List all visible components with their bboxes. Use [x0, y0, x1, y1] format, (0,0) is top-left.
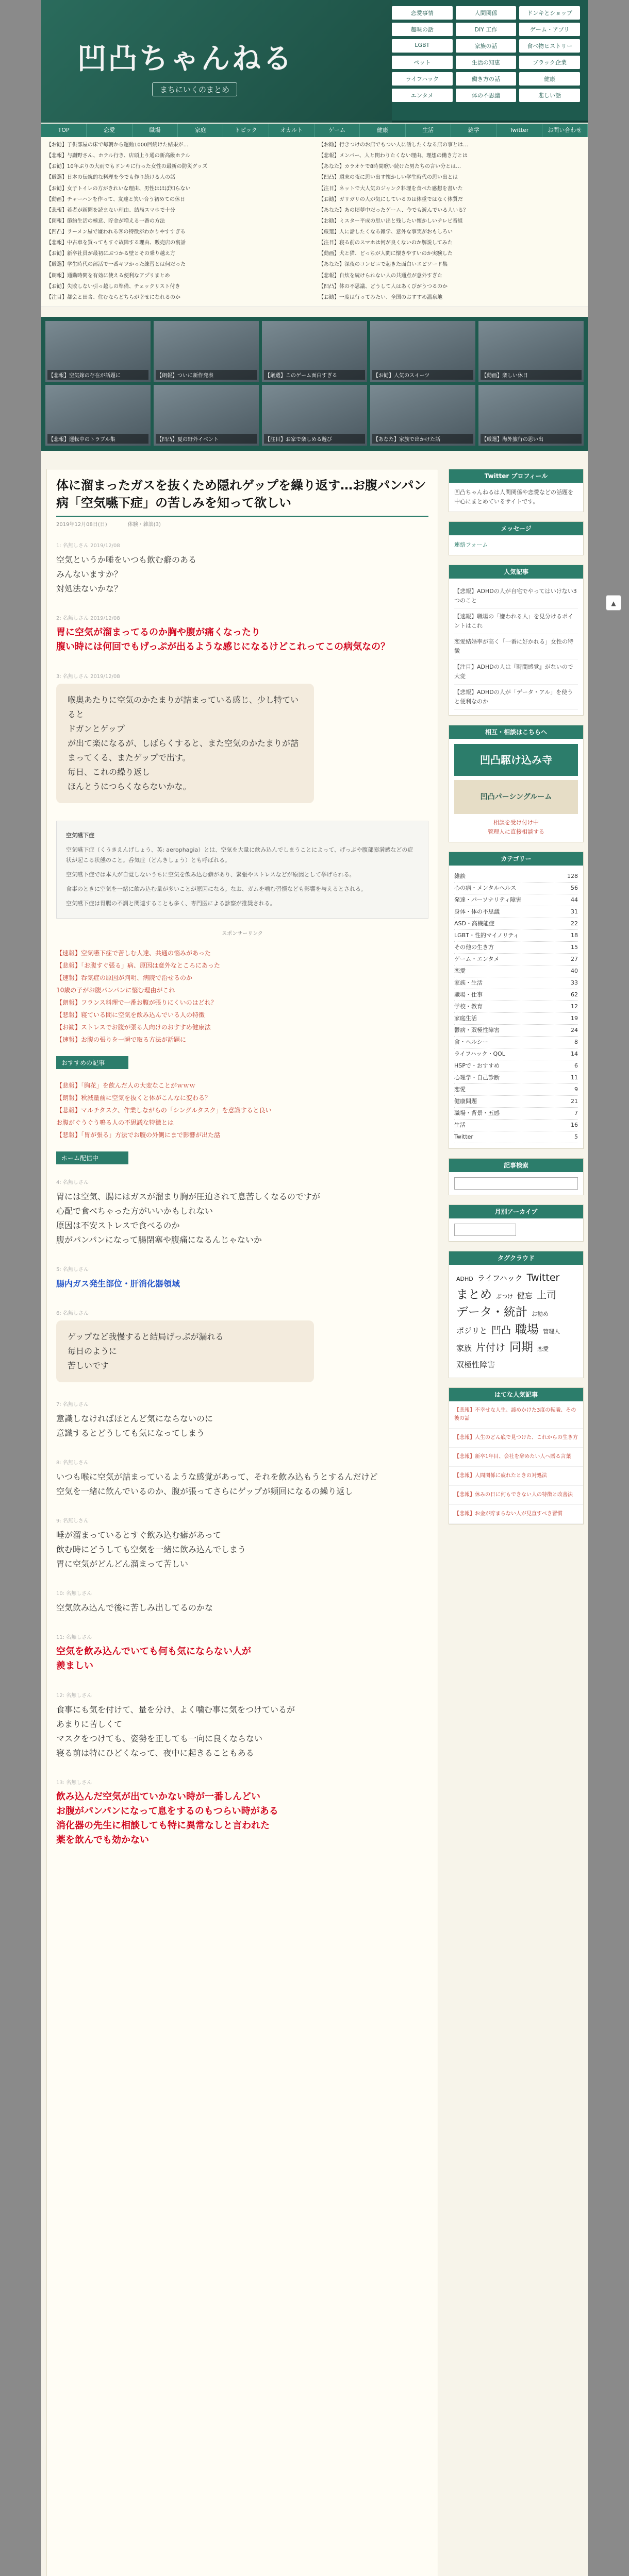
category-name: ASD・高機能症	[454, 920, 494, 927]
response-header: 2: 名無しさん 2019/12/08	[56, 616, 120, 621]
headline-link[interactable]: 【あなた】深夜のコンビニで起きた面白いエピソード集	[319, 262, 448, 268]
category-item[interactable]	[454, 1120, 578, 1131]
hatena-item[interactable]: 【悲報】不幸せな人生、諦めかけた3度の転職、その後の話	[449, 1401, 583, 1429]
category-item[interactable]	[454, 906, 578, 918]
contact-link[interactable]: 連絡フォーム	[454, 541, 488, 548]
headline-link[interactable]: 【凹凸】週末の夜に思い出す懐かしい学生時代の思い出とは	[319, 175, 458, 181]
headline-link[interactable]: 【朗報】通勤時間を有効に使える便利なアプリまとめ	[46, 273, 170, 279]
hatena-widget	[449, 1387, 584, 1524]
tag-link[interactable]: 職場	[515, 1323, 539, 1336]
tag-link[interactable]: ADHD	[456, 1276, 473, 1282]
related-link[interactable]: 【朗報】フランス料理で一番お腹が張りにくいのはどれ？	[56, 999, 217, 1006]
related-link[interactable]: 【悲報】「お腹すぐ張る」病、原因は意外なところにあった	[56, 962, 220, 969]
quote-paragraph: 空気嚥下症は胃腸の不調と関連することも多く、専門医による診察が推奨される。	[66, 900, 276, 907]
feature-thumbnail[interactable]	[478, 321, 584, 382]
headline-link[interactable]: 【お勧】失敗しない引っ越しの準備、チェックリスト付き	[46, 283, 180, 290]
response-body: 意識しなければほとんど気にならないのに 意識するとどうしても気になってしまう	[56, 1414, 213, 1438]
category-count: 40	[571, 968, 578, 974]
category-item[interactable]	[454, 883, 578, 894]
category-list	[449, 866, 583, 1148]
category-name: ゲーム・エンタメ	[454, 956, 500, 962]
recommend-link[interactable]: 【悲報】「胸花」を飲んだ人の大変なことがｗｗｗ	[56, 1082, 196, 1089]
page-wrapper	[41, 0, 588, 2576]
response-header: 13: 名無しさん	[56, 1780, 92, 1786]
response-header: 4: 名無しさん	[56, 1180, 89, 1185]
recommend-link[interactable]: 【朗報】秋減量前に空気を抜くと体がこんなに変わる？	[56, 1094, 211, 1101]
widget-title: タグクラウド	[449, 1251, 583, 1265]
headline-link[interactable]: 【朗報】節約生活の極意、貯金が増える一番の方法	[46, 218, 165, 224]
category-name: 職場・背景・五感	[454, 1110, 500, 1116]
headline-link[interactable]: 【動画】犬と猫、どっちが人間に懐きやすいのか実験した	[319, 251, 453, 257]
category-count: 18	[571, 932, 578, 939]
top-nav-link[interactable]: DIY 工作	[456, 23, 517, 36]
headline-link[interactable]: 【お勧】一度は行ってみたい、全国のおすすめ温泉地	[319, 294, 443, 300]
top-nav-link[interactable]: ドンキとショップ	[519, 6, 580, 20]
headline-link[interactable]: 【お勧】子供部屋の床で毎朝から運動1000回続けた結果が…	[46, 142, 189, 148]
sidebar	[449, 469, 584, 2576]
feature-thumbnail[interactable]	[154, 385, 259, 446]
top-nav-link[interactable]: 体の不思議	[456, 89, 517, 102]
category-name: 職場・仕事	[454, 991, 483, 998]
headline-link[interactable]: 【悲報】与謝野さん、ホテル行き、店頭上り通の新高級ホテル	[46, 153, 191, 159]
category-item[interactable]	[454, 871, 578, 883]
headline-link[interactable]: 【悲報】メンバー、人と関わりたくない理由、理想の働き方とは	[319, 153, 468, 159]
article-main	[46, 469, 438, 2576]
thread-response	[56, 672, 428, 803]
widget-title: メッセージ	[449, 522, 583, 535]
widget-title: Twitter プロフィール	[449, 469, 583, 483]
menu-item[interactable]: 家庭	[178, 124, 223, 137]
category-count: 6	[574, 1062, 578, 1069]
widget-title: 相互・相談はこちらへ	[449, 725, 583, 739]
ranking-item[interactable]: 【悲報】ADHDの人が「データ・アル」を使うと便利なのか	[454, 685, 578, 710]
response-header: 9: 名無しさん	[56, 1518, 89, 1524]
category-name: その他の生き方	[454, 944, 494, 951]
headline-ticker	[41, 137, 588, 307]
quote-paragraph: 空気嚥下症（くうきえんげしょう、英: aerophagia）とは、空気を大量に飲み込んでしまうことによって、げっぷや腹部膨満感などの症状が起こる状態のこと。呑気症（どんきしょう）とも呼ばれる。	[66, 846, 413, 863]
category-item[interactable]	[454, 1048, 578, 1060]
category-item[interactable]	[454, 1013, 578, 1025]
category-item[interactable]	[454, 1131, 578, 1143]
feature-caption: 【朗報】ついに新作発表	[156, 370, 257, 380]
headline-link[interactable]: 【厳選】人に話したくなる雑学、意外な事実がおもしろい	[319, 229, 453, 235]
recommend-link[interactable]: お腹がぐうぐう鳴る人の不思議な特徴とは	[56, 1119, 174, 1126]
thread-response	[56, 541, 428, 596]
ranking-list	[449, 579, 583, 715]
category-count: 31	[571, 908, 578, 915]
headline-link[interactable]: 【注目】都会と田舎、住むならどちらが幸せになれるのか	[46, 294, 180, 300]
related-link[interactable]: 【お勧】ストレスでお腹が張る人向けのおすすめ健康法	[56, 1024, 211, 1031]
menu-item[interactable]: Twitter	[496, 124, 542, 137]
headline-link[interactable]: 【お勧】新卒社員が最初にぶつかる壁とその乗り越え方	[46, 251, 175, 257]
category-name: 身体・体の不思議	[454, 908, 500, 915]
response-header: 10: 名無しさん	[56, 1591, 92, 1597]
banner-body	[449, 739, 583, 842]
tag-link[interactable]: お勧め	[532, 1311, 549, 1317]
response-header: 7: 名無しさん	[56, 1402, 89, 1408]
menu-item[interactable]: TOP	[41, 124, 87, 137]
thread-response	[56, 1400, 428, 1440]
article-title: 体に溜まったガスを抜くため隠れゲップを繰り返す…お腹パンパン病「空気嚥下症」の苦しみを知って欲しい	[56, 477, 428, 517]
headline-link[interactable]: 【あなた】カラオケで8時間歌い続けた男たちの言い分とは…	[319, 164, 461, 170]
tag-link[interactable]: 健忘	[517, 1291, 533, 1300]
feature-thumbnail[interactable]	[45, 321, 151, 382]
menu-item[interactable]: 職場	[133, 124, 178, 137]
headline-link[interactable]: 【お勧】ガリガリの人が気にしているのは体重ではなく体質だ	[319, 196, 463, 202]
response-header: 8: 名無しさん	[56, 1460, 89, 1466]
quote-title: 空気嚥下症	[66, 832, 94, 839]
recommend-link[interactable]: 【悲報】「胃が張る」方法でお腹の外側にまで影響が出た話	[56, 1131, 221, 1139]
thread-response	[56, 614, 428, 654]
category-item[interactable]	[454, 1072, 578, 1084]
category-item[interactable]	[454, 894, 578, 906]
headline-link[interactable]: 【お勧】10年ぶりの大雨でもドンキに行った女性の最新の防災グッズ	[46, 164, 208, 170]
banner-widget	[449, 725, 584, 842]
category-count: 16	[571, 1122, 578, 1128]
category-name: 恋愛	[454, 1086, 466, 1093]
hatena-item[interactable]: 【悲報】人間関係に疲れたときの対処法	[449, 1467, 583, 1486]
thread-response	[56, 1633, 428, 1673]
response-header: 3: 名無しさん 2019/12/08	[56, 674, 120, 680]
response-header: 1: 名無しさん 2019/12/08	[56, 543, 120, 549]
archive-widget	[449, 1205, 584, 1242]
category-count: 27	[571, 956, 578, 962]
category-count: 24	[571, 1027, 578, 1033]
top-nav-link[interactable]: 生活の知恵	[456, 56, 517, 69]
category-item[interactable]	[454, 930, 578, 942]
ranking-item[interactable]: 【注目】ADHDの人は『時間感覚』がないので大変	[454, 659, 578, 685]
feature-thumbnail[interactable]	[154, 321, 259, 382]
thread-response	[56, 1691, 428, 1760]
category-name: 心の病・メンタルヘルス	[454, 885, 517, 891]
top-nav-link[interactable]: ペット	[392, 56, 453, 69]
top-nav-link[interactable]: 恋愛事情	[392, 6, 453, 20]
category-count: 21	[571, 1098, 578, 1105]
category-name: 生活	[454, 1122, 466, 1128]
feature-caption: 【厳選】このゲーム面白すぎる	[264, 370, 365, 380]
headline-link[interactable]: 【悲報】自炊を続けられない人の共通点が意外すぎた	[319, 273, 442, 279]
category-widget	[449, 852, 584, 1149]
hatena-item[interactable]: 【悲報】人生のどん底で見つけた、これからの生き方	[449, 1429, 583, 1448]
category-name: 雑談	[454, 873, 466, 879]
menu-item[interactable]: 生活	[406, 124, 451, 137]
ranking-widget	[449, 565, 584, 716]
thread-response	[56, 1516, 428, 1571]
category-count: 22	[571, 920, 578, 927]
category-name: 心理学・自己診断	[454, 1074, 500, 1081]
tag-link[interactable]: 片付け	[476, 1342, 506, 1353]
chalkboard-banner	[41, 0, 392, 123]
feature-caption: 【あなた】家族で出かけた話	[372, 434, 473, 444]
headline-link[interactable]: 【注目】ネットで大人気のジャンク料理を食べた感想を書いた	[319, 185, 463, 192]
response-body: 胃に空気が溜まってるのか胸や腹が痛くなったり 腹い時には何回でもげっぷが出るような感じになるけどこれってこの病気なの？	[56, 627, 390, 652]
tag-cloud	[449, 1265, 583, 1378]
response-body: 空気というか唾をいつも飲む癖のある みんないますか？ 対処法ないかな？	[56, 555, 197, 594]
hatena-item[interactable]: 【悲報】新卒1年目、会社を辞めたい人へ贈る言葉	[449, 1448, 583, 1467]
category-name: 学校・教育	[454, 1003, 483, 1010]
consult-link[interactable]: 管理人に直接相談する	[488, 828, 544, 835]
feature-thumbnail[interactable]	[478, 385, 584, 446]
category-item[interactable]	[454, 942, 578, 954]
headline-link[interactable]: 【動画】チャーハンを作って、友達と笑い合う初めての休日	[46, 196, 185, 202]
feature-thumbnail[interactable]	[370, 385, 475, 446]
category-count: 44	[571, 896, 578, 903]
sponsor-label: スポンサーリンク	[222, 931, 263, 937]
menu-item[interactable]: 雑学	[451, 124, 496, 137]
headline-link[interactable]: 【注目】寝る前のスマホは何が良くないのか解説してみた	[319, 240, 453, 246]
response-body: 胃には空気、腸にはガスが溜まり胸が圧迫されて息苦しくなるのですが 心配で食べちゃった方がいいかもしれない 原因は不安ストレスで食べるのか 腹がパンパンになって腸閉塞や腹痛になるんじゃないか	[56, 1192, 321, 1245]
tag-link[interactable]: ライフハック	[477, 1274, 523, 1283]
main-menu-bar	[41, 124, 588, 137]
tag-link[interactable]: Twitter	[526, 1272, 560, 1283]
thread-response	[56, 1458, 428, 1499]
category-name: LGBT・性的マイノリティ	[454, 932, 519, 939]
feature-thumbnail[interactable]	[370, 321, 475, 382]
category-count: 5	[574, 1133, 578, 1140]
tag-link[interactable]: 凹凸	[491, 1325, 511, 1336]
feature-row	[45, 321, 584, 382]
menu-item[interactable]: ゲーム	[314, 124, 360, 137]
feature-caption: 【動画】楽しい休日	[481, 370, 582, 380]
thread-response	[56, 1309, 428, 1382]
category-item[interactable]	[454, 954, 578, 965]
response-body: 唾が溜まっているとすぐ飲み込む癖があって 飲む時にどうしても空気を一緒に飲み込んでしまう 胃に空気がどんどん溜まって苦しい	[56, 1530, 246, 1569]
category-count: 8	[574, 1039, 578, 1045]
category-name: 家庭生活	[454, 1015, 477, 1022]
category-name: 鬱病・双極性障害	[454, 1027, 500, 1033]
category-item[interactable]	[454, 1025, 578, 1037]
category-name: 家族・生活	[454, 979, 483, 986]
response-header: 5: 名無しさん	[56, 1267, 89, 1273]
tag-link[interactable]: ぶつけ	[496, 1293, 513, 1300]
response-body: 空気飲み込んで後に苦しみ出してるのかな	[56, 1603, 213, 1613]
search-input[interactable]	[454, 1177, 578, 1190]
related-link[interactable]: 【速報】呑気症の原因が判明、病院で治せるのか	[56, 974, 193, 981]
wiki-quote	[56, 821, 428, 919]
tag-link[interactable]: 家族	[456, 1344, 472, 1353]
category-name: 恋愛	[454, 968, 466, 974]
headline-link[interactable]: 【お勧】行きつけのお店でもつい人に話したくなる店の事とは…	[319, 142, 468, 148]
featured-gallery	[41, 317, 588, 451]
category-item[interactable]	[454, 1084, 578, 1096]
consult-banner[interactable]: 凹凸駆け込み寺	[454, 744, 578, 776]
response-body: ゲップなど我慢すると結局げっぷが漏れる 毎日のように 苦しいです	[56, 1320, 314, 1382]
related-link[interactable]: 【速報】空気嚥下症で苦しむ人達、共通の悩みがあった	[56, 950, 211, 957]
hatena-item[interactable]: 【悲報】休みの日に何もできない人の特徴と改善法	[449, 1486, 583, 1505]
tag-link[interactable]: 恋愛	[537, 1346, 549, 1352]
site-logo[interactable]: 凹凸ちゃんねる	[77, 42, 294, 76]
archive-body	[449, 1218, 583, 1241]
menu-item[interactable]: お問い合わせ	[542, 124, 588, 137]
tag-link[interactable]: まとめ	[456, 1288, 492, 1301]
feature-thumbnail[interactable]	[262, 385, 367, 446]
headline-link[interactable]: 【厳選】日本の伝統的な料理を今でも作り続ける人の話	[46, 175, 175, 181]
top-nav-link[interactable]: 趣味の話	[392, 23, 453, 36]
related-links	[56, 947, 428, 1046]
thread-response	[56, 1778, 428, 1848]
category-name: HSPで・おすすめ	[454, 1062, 500, 1069]
category-item[interactable]	[454, 977, 578, 989]
category-name: 発達・パーソナリティ障害	[454, 896, 522, 903]
ranking-item[interactable]: 【悲報】ADHDの人が自宅でやってはいけない3つのこと	[454, 584, 578, 609]
widget-title: 月別アーカイブ	[449, 1205, 583, 1218]
category-count: 56	[571, 885, 578, 891]
tag-link[interactable]: データ・統計	[456, 1306, 527, 1319]
top-nav-link[interactable]: ブラック企業	[519, 56, 580, 69]
top-nav-link[interactable]: 人間関係	[456, 6, 517, 20]
feature-thumbnail[interactable]	[262, 321, 367, 382]
hatena-list	[449, 1401, 583, 1524]
feature-caption: 【悲報】空気嫁の存在が話題に	[47, 370, 148, 380]
category-name: 健康問題	[454, 1098, 477, 1105]
feature-caption: 【厳選】海外旅行の思い出	[481, 434, 582, 444]
headline-link[interactable]: 【厳選】学生時代の部活で一番キツかった練習とは何だった	[46, 262, 186, 268]
category-item[interactable]	[454, 965, 578, 977]
ranking-item[interactable]: 恋愛結婚率が高く「一番に好かれる」女性の特徴	[454, 634, 578, 659]
twitter-widget	[449, 469, 584, 512]
response-body: 喉奥あたりに空気のかたまりが詰まっている感じ、少し特ていると ドガンとゲップ が出て楽になるが、しばらくすると、また空気のかたまりが詰まってくる、またゲップで出す。 毎日、これの繰り返し ほんとうにつらくならないかな。	[56, 684, 314, 803]
quote-paragraph: 空気嚥下症では本人が自覚しないうちに空気を飲み込む癖があり、緊張やストレスなどが原因として挙げられる。	[66, 871, 355, 878]
top-nav-link[interactable]: エンタメ	[392, 89, 453, 102]
headline-link[interactable]: 【悲報】若者が新聞を読まない理由、結局スマホで十分	[46, 207, 175, 213]
top-nav-link[interactable]: 悲しい話	[519, 89, 580, 102]
category-count: 11	[571, 1074, 578, 1081]
category-count: 12	[571, 1003, 578, 1010]
response-body: 腸内ガス発生部位・肝消化器領域	[56, 1279, 180, 1289]
response-body: 飲み込んだ空気が出ていかない時が一番しんどい お腹がパンパンになって息をするのもつらい時がある 消化器の先生に相談しても特に異常なしと言われた 薬を飲んでも効かない	[56, 1791, 278, 1845]
response-header: 6: 名無しさん	[56, 1311, 89, 1316]
widget-title: カテゴリー	[449, 852, 583, 866]
menu-item[interactable]: オカルト	[269, 124, 314, 137]
headline-link[interactable]: 【あなた】あの頃夢中だったゲーム、今でも遊んでいる人いる？	[319, 207, 469, 213]
top-nav-link[interactable]: LGBT	[392, 39, 453, 53]
category-count: 15	[571, 944, 578, 951]
category-count: 19	[571, 1015, 578, 1022]
search-widget	[449, 1158, 584, 1195]
tag-widget	[449, 1251, 584, 1378]
tag-link[interactable]: 同期	[509, 1341, 534, 1354]
category-count: 33	[571, 979, 578, 986]
recommend-link[interactable]: 【悲報】マルチタスク、作業しながらの「シングルタスク」を意識すると良い	[56, 1107, 272, 1114]
top-nav-link[interactable]: 食べ物ヒストリー	[519, 39, 580, 53]
category-item[interactable]	[454, 1060, 578, 1072]
tag-link[interactable]: 管理人	[543, 1328, 560, 1335]
message-widget	[449, 521, 584, 555]
headline-link[interactable]: 【お勧】女子トイレの方がきれいな理由、男性はほぼ知らない	[46, 185, 191, 192]
category-name: Twitter	[454, 1133, 473, 1140]
category-item[interactable]	[454, 1108, 578, 1120]
site-tagline: まちにいくのまとめ	[152, 82, 237, 96]
thread-responses-continued	[56, 1178, 428, 1848]
category-count: 14	[571, 1050, 578, 1057]
ranking-item[interactable]: 【速報】職場の「嫌われる人」を見分けるポイントはこれ	[454, 609, 578, 634]
thread-response	[56, 1589, 428, 1615]
category-item[interactable]	[454, 1001, 578, 1013]
category-item[interactable]	[454, 1096, 578, 1108]
related-link[interactable]: 【速報】お腹の張りを一瞬で取る方法が話題に	[56, 1036, 187, 1043]
category-count: 7	[574, 1110, 578, 1116]
top-nav-link[interactable]: 働き方の話	[456, 72, 517, 86]
feature-caption: 【お勧】人気のスイーツ	[372, 370, 473, 380]
response-body: 空気を飲み込んでいても何も気にならない人が 羨ましい	[56, 1646, 251, 1671]
headline-link[interactable]: 【お勧】ミスター平成の思い出と残したい懐かしいテレビ番組	[319, 218, 463, 224]
feature-caption: 【注目】お家で楽しめる遊び	[264, 434, 365, 444]
recommend-links	[56, 1079, 428, 1141]
headline-link[interactable]: 【悲報】中古車を買ってもすぐ故障する理由、販売店の裏話	[46, 240, 186, 246]
menu-item[interactable]: 恋愛	[87, 124, 132, 137]
headline-link[interactable]: 【凹凸】ラーメン屋で嫌われる客の特徴がわかりやすすぎる	[46, 229, 186, 235]
top-nav-link[interactable]: ライフハック	[392, 72, 453, 86]
feature-row	[45, 385, 584, 446]
thread-response	[56, 1178, 428, 1247]
tag-link[interactable]: ポジリと	[456, 1326, 488, 1335]
profile-text: 凹凸ちゃんねるは人間関係や恋愛などの話題を中心にまとめているサイトです。	[454, 489, 573, 505]
top-nav-link[interactable]: 健康	[519, 72, 580, 86]
top-category-nav	[392, 6, 580, 102]
site-header	[41, 0, 588, 123]
archive-select[interactable]	[454, 1224, 516, 1236]
related-link[interactable]: 【悲報】寝ている間に空気を飲み込んでいる人の特徴	[56, 1011, 205, 1019]
article-meta: 2019年12月08日(日) 体験・雑談(3)	[56, 522, 161, 528]
home-box-label: ホーム配信中	[56, 1151, 128, 1164]
recommend-box-label: おすすめの記事	[56, 1056, 128, 1069]
thread-response	[56, 1265, 428, 1291]
category-item[interactable]	[454, 918, 578, 930]
headline-link[interactable]: 【凹凸】体の不思議、どうして人はあくびがうつるのか	[319, 283, 448, 290]
category-item[interactable]	[454, 1037, 578, 1048]
feature-thumbnail[interactable]	[45, 385, 151, 446]
category-name: 食・ヘルシー	[454, 1039, 488, 1045]
scroll-top-button[interactable]: ▲	[606, 595, 621, 611]
thread-responses	[56, 541, 428, 803]
consult-link[interactable]: 相談を受け付け中	[493, 819, 539, 826]
response-body: いつも喉に空気が詰まっているような感覚があって、それを飲み込もうとするんだけど 空気を一緒に飲んでいるのか、腹が張ってさらにゲップが頻回になるの繰り返し	[56, 1472, 378, 1496]
widget-title: 人気記事	[449, 565, 583, 579]
category-count: 62	[571, 991, 578, 998]
response-header: 11: 名無しさん	[56, 1635, 92, 1640]
menu-item[interactable]: トピック	[223, 124, 269, 137]
widget-title: はてな人気記事	[449, 1388, 583, 1401]
response-header: 12: 名無しさん	[56, 1693, 92, 1699]
widget-title: 記事検索	[449, 1159, 583, 1172]
related-link[interactable]: 10歳の子がお腹パンパンに悩む理由がこれ	[56, 987, 175, 994]
hatena-item[interactable]: 【悲報】お金が貯まらない人が見直すべき習慣	[449, 1505, 583, 1524]
tag-link[interactable]: 上司	[537, 1290, 557, 1301]
menu-item[interactable]: 健康	[360, 124, 405, 137]
tag-link[interactable]: 双極性障害	[456, 1360, 495, 1369]
category-count: 128	[567, 873, 578, 879]
category-name: ライフハック・QOL	[454, 1050, 505, 1057]
quote-paragraph: 食事のときに空気を一緒に飲み込む量が多いことが原因になる。なお、ガムを噛む習慣なども影響を与えるとされる。	[66, 886, 367, 892]
feature-caption: 【悲報】運転中のトラブル集	[47, 434, 148, 444]
consult-banner-2[interactable]: 凹凸パーシングルーム	[454, 780, 578, 814]
category-item[interactable]	[454, 989, 578, 1001]
top-nav-link[interactable]: 家族の話	[456, 39, 517, 53]
category-count: 9	[574, 1086, 578, 1093]
response-body: 食事にも気を付けて、量を分け、よく噛む事に気をつけているが あまりに苦しくて マスクをつけても、姿勢を正しても一向に良くならない 寝る前は特にひどくなって、夜中に起きることもある	[56, 1705, 295, 1758]
top-nav-link[interactable]: ゲーム・アプリ	[519, 23, 580, 36]
feature-caption: 【凹凸】夏の野外イベント	[156, 434, 257, 444]
search-body	[449, 1172, 583, 1195]
